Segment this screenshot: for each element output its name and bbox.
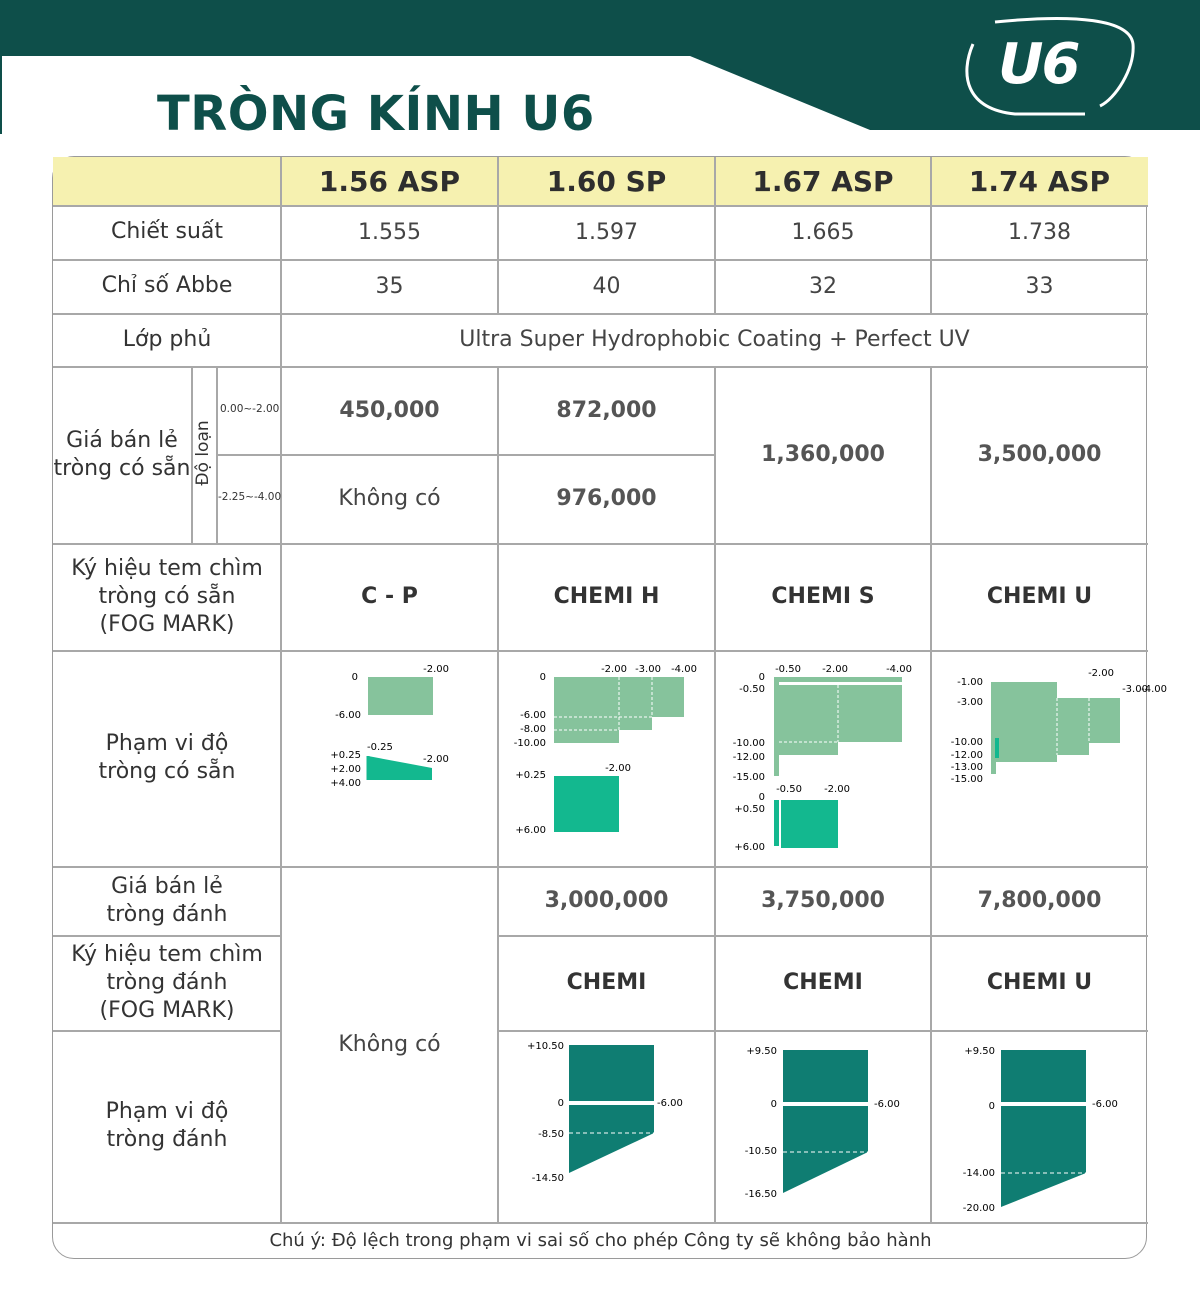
custom-c4-label: 0 xyxy=(988,1101,995,1112)
stock-c3-label: +0.50 xyxy=(734,804,765,815)
abbe-c2: 40 xyxy=(592,273,621,299)
custom-c4-area-plus xyxy=(1001,1050,1086,1102)
stock-price-c1-low: 450,000 xyxy=(339,397,440,423)
label-coating: Lớp phủ xyxy=(122,326,212,352)
custom-c2-label: 0 xyxy=(557,1098,564,1109)
custom-range-diagram-c3 xyxy=(715,1030,931,1222)
stock-c3-label: +6.00 xyxy=(734,842,765,853)
custom-c4-label: -14.00 xyxy=(962,1168,995,1179)
label-stock-mark-line3: (FOG MARK) xyxy=(99,611,235,637)
stock-c3-label: -12.00 xyxy=(732,752,765,763)
label-custom-price xyxy=(53,866,281,935)
stock-c1-label: 0 xyxy=(351,672,358,683)
stock-price-c3: 1,360,000 xyxy=(761,442,885,467)
custom-price-c3: 3,750,000 xyxy=(761,888,885,913)
label-stock-mark-line2: tròng có sẵn xyxy=(98,583,236,609)
label-refractive-index: Chiết suất xyxy=(110,219,224,244)
custom-price-c4: 7,800,000 xyxy=(977,888,1102,913)
stock-c4-label: -3.00 xyxy=(1122,684,1148,695)
stock-c2-label: +6.00 xyxy=(515,825,546,836)
refractive-index-c4: 1.738 xyxy=(1008,219,1071,245)
label-stock-mark-line1: Ký hiệu tem chìm xyxy=(71,555,263,581)
custom-mark-c4: CHEMI U xyxy=(986,970,1093,995)
label-custom-price-line1: Giá bán lẻ xyxy=(111,873,223,899)
stock-c3-label: -10.00 xyxy=(732,738,765,749)
label-stock-range-line1: Phạm vi độ xyxy=(105,731,229,756)
custom-c3-label: -16.50 xyxy=(744,1189,777,1200)
custom-c4-label: -20.00 xyxy=(962,1203,995,1214)
stock-mark-c4: CHEMI U xyxy=(986,584,1093,609)
custom-c3-label: -6.00 xyxy=(874,1099,900,1110)
custom-c2-area-plus xyxy=(569,1045,654,1101)
stock-c3-area xyxy=(779,685,902,742)
stock-mark-c3: CHEMI S xyxy=(771,584,875,609)
stock-c1-label: -2.00 xyxy=(423,754,449,765)
label-custom-range xyxy=(53,1030,281,1222)
label-stock-price-line1: Giá bán lẻ xyxy=(66,427,178,453)
refractive-index-c2: 1.597 xyxy=(575,219,638,245)
label-astigmatism: Độ loạn xyxy=(193,420,213,486)
range-high-label: -2.25~-4.00 xyxy=(218,491,282,503)
stock-c2-label: 0 xyxy=(539,672,546,683)
label-stock-mark xyxy=(53,543,281,650)
stock-price-c1-high: Không có xyxy=(338,486,441,511)
custom-c1-value: Không có xyxy=(338,1031,441,1057)
custom-c2-label: -8.50 xyxy=(538,1129,564,1140)
col-header-156: 1.56 ASP xyxy=(281,157,498,205)
col-header-160: 1.60 SP xyxy=(498,157,715,205)
stock-c2-label: -2.00 xyxy=(601,664,627,675)
stock-c4-area xyxy=(991,762,996,774)
stock-c3-label: -0.50 xyxy=(775,664,801,675)
stock-c4-label: -12.00 xyxy=(950,750,983,761)
custom-c4-label: +9.50 xyxy=(964,1046,995,1057)
stock-c2-label: -4.00 xyxy=(671,664,697,675)
custom-c3-label: 0 xyxy=(770,1099,777,1110)
refractive-index-c1: 1.555 xyxy=(358,219,421,245)
stock-c3-area xyxy=(774,677,902,682)
stock-c4-area xyxy=(1057,698,1089,755)
stock-c2-area-plus xyxy=(554,776,619,832)
stock-c3-label: -0.50 xyxy=(739,684,765,695)
stock-c1-label: +2.00 xyxy=(330,764,361,775)
stock-c2-label: -10.00 xyxy=(513,738,546,749)
label-custom-mark-line3: (FOG MARK) xyxy=(99,997,235,1023)
stock-c4-area xyxy=(1089,698,1120,743)
stock-c2-label: -3.00 xyxy=(635,664,661,675)
stock-c1-label: -2.00 xyxy=(423,664,449,675)
spec-table xyxy=(52,156,1167,1259)
stock-c4-label: -2.00 xyxy=(1088,668,1114,679)
custom-c2-label: +10.50 xyxy=(526,1041,564,1052)
abbe-c4: 33 xyxy=(1025,273,1054,299)
stock-c3-area xyxy=(779,742,838,755)
page-title: TRÒNG KÍNH U6 xyxy=(157,86,595,142)
logo-text: U6 xyxy=(998,32,1079,97)
custom-c3-label: +9.50 xyxy=(746,1046,777,1057)
stock-c3-area-plus xyxy=(774,800,779,846)
stock-c2-area xyxy=(554,730,619,743)
stock-c4-label: -13.00 xyxy=(950,762,983,773)
custom-c2-label: -14.50 xyxy=(531,1173,564,1184)
stock-c1-area-main xyxy=(368,677,433,715)
stock-c4-area-plus xyxy=(995,738,999,758)
custom-c2-label: -6.00 xyxy=(657,1098,683,1109)
custom-c3-area-minus xyxy=(783,1106,868,1193)
custom-c3-area-plus xyxy=(783,1050,868,1102)
stock-c4-label: -10.00 xyxy=(950,737,983,748)
custom-mark-c3: CHEMI xyxy=(783,970,863,995)
stock-range-diagram-c2 xyxy=(498,650,715,866)
stock-c3-area-plus xyxy=(781,800,838,848)
custom-c2-area-minus xyxy=(569,1105,654,1173)
stock-c1-label: -6.00 xyxy=(335,710,361,721)
stock-c4-label: -1.00 xyxy=(957,677,983,688)
range-low-label: 0.00~-2.00 xyxy=(220,403,280,415)
stock-range-diagram-c4 xyxy=(931,650,1167,866)
stock-c3-label: 0 xyxy=(758,792,765,803)
custom-price-c2: 3,000,000 xyxy=(544,888,669,913)
u6-logo xyxy=(955,14,1135,118)
stock-c4-label: -15.00 xyxy=(950,774,983,785)
stock-c3-label: -15.00 xyxy=(732,772,765,783)
stock-price-c2-high: 976,000 xyxy=(556,486,657,511)
custom-c3-label: -10.50 xyxy=(744,1146,777,1157)
custom-mark-c2: CHEMI xyxy=(566,970,647,995)
col-header-174: 1.74 ASP xyxy=(931,157,1148,205)
custom-c4-area-minus xyxy=(1001,1106,1086,1207)
refractive-index-c3: 1.665 xyxy=(791,219,855,245)
label-stock-price xyxy=(53,366,191,543)
stock-c2-label: +0.25 xyxy=(515,770,546,781)
label-custom-price-line2: tròng đánh xyxy=(106,901,228,927)
abbe-c3: 32 xyxy=(809,273,837,299)
label-custom-mark xyxy=(53,935,281,1030)
stock-c1-label: -0.25 xyxy=(367,742,393,753)
label-stock-range xyxy=(53,650,281,866)
stock-range-diagram-c3 xyxy=(715,650,931,866)
stock-price-c4: 3,500,000 xyxy=(977,442,1102,467)
stock-c1-label: +4.00 xyxy=(330,778,361,789)
stock-c2-label: -8.00 xyxy=(520,724,546,735)
label-custom-mark-line2: tròng đánh xyxy=(106,969,228,995)
coating-value: Ultra Super Hydrophobic Coating + Perfect UV xyxy=(459,327,970,352)
col-header-167: 1.67 ASP xyxy=(715,157,931,205)
stock-range-diagram-c1 xyxy=(281,650,498,866)
stock-mark-c2: CHEMI H xyxy=(553,584,660,609)
abbe-c1: 35 xyxy=(375,273,404,299)
stock-mark-c1: C - P xyxy=(361,584,418,609)
custom-range-diagram-c2 xyxy=(498,1030,715,1222)
label-custom-range-line2: tròng đánh xyxy=(106,1127,228,1152)
stock-price-c2-low: 872,000 xyxy=(556,397,657,423)
stock-c4-area xyxy=(991,682,1057,762)
stock-c3-label: -4.00 xyxy=(886,664,912,675)
stock-c3-label: -2.00 xyxy=(824,784,850,795)
stock-c4-label: -3.00 xyxy=(957,697,983,708)
custom-range-diagram-c4 xyxy=(931,1030,1148,1222)
label-custom-range-line1: Phạm vi độ xyxy=(105,1099,229,1124)
stock-c3-label: 0 xyxy=(758,672,765,683)
label-abbe: Chỉ số Abbe xyxy=(101,273,233,298)
stock-c2-area xyxy=(554,717,652,730)
stock-c2-label: -6.00 xyxy=(520,710,546,721)
label-stock-range-line2: tròng có sẵn xyxy=(98,759,236,784)
stock-c3-area xyxy=(774,682,779,776)
label-custom-mark-line1: Ký hiệu tem chìm xyxy=(71,941,263,967)
stock-c1-label: +0.25 xyxy=(330,750,361,761)
footer-note: Chú ý: Độ lệch trong phạm vi sai số cho phép Công ty sẽ không bảo hành xyxy=(269,1230,932,1251)
label-stock-price-line2: tròng có sẵn xyxy=(53,455,191,481)
stock-c3-label: -0.50 xyxy=(776,784,802,795)
custom-c4-label: -6.00 xyxy=(1092,1099,1118,1110)
stock-c3-label: -2.00 xyxy=(822,664,848,675)
stock-c4-label: -4.00 xyxy=(1141,684,1167,695)
stock-c2-label: -2.00 xyxy=(605,763,631,774)
